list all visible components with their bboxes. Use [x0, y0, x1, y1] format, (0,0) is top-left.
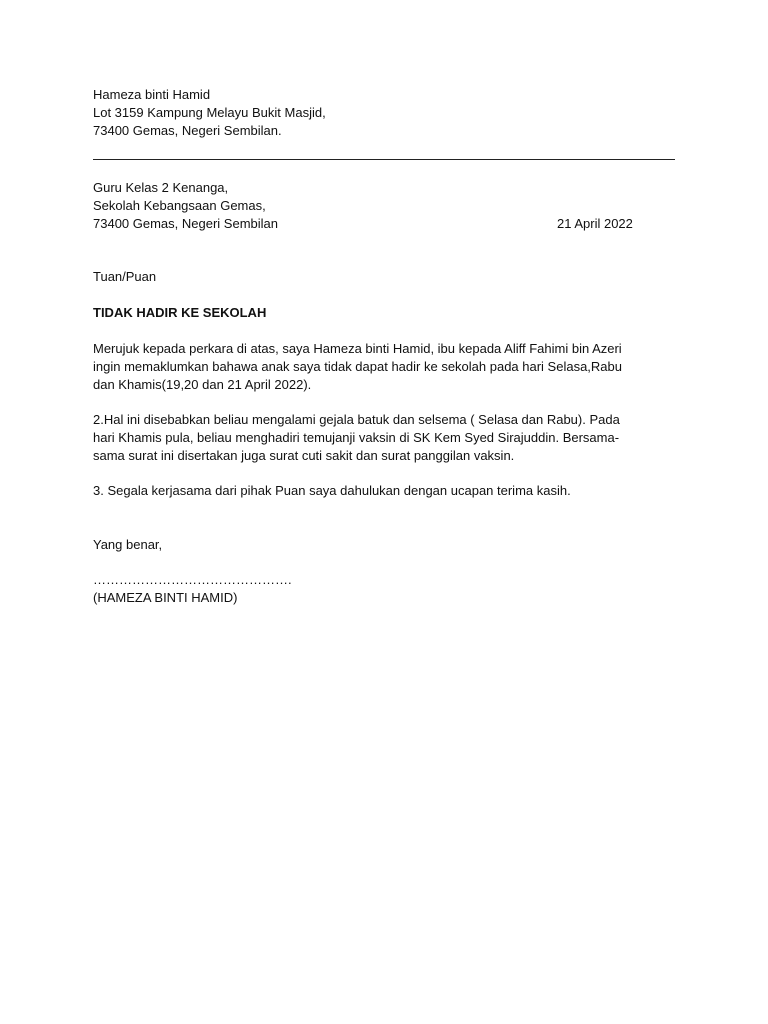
paragraph-2: [93, 411, 620, 465]
sender-address-line2: 73400 Gemas, Negeri Sembilan.: [93, 123, 282, 138]
letter-subject: TIDAK HADIR KE SEKOLAH: [93, 305, 267, 320]
recipient-line2: Sekolah Kebangsaan Gemas,: [93, 198, 266, 213]
paragraph-1-line1: Merujuk kepada perkara di atas, saya Hameza binti Hamid, ibu kepada Aliff Fahimi bin Azeri: [93, 341, 622, 356]
paragraph-2-line2: hari Khamis pula, beliau menghadiri temujanji vaksin di SK Kem Syed Sirajuddin. Bersama-: [93, 430, 620, 445]
signature-line: ……………………………………….: [93, 572, 292, 587]
letter-date: 21 April 2022: [557, 216, 633, 231]
sender-address: [93, 86, 326, 140]
paragraph-1: [93, 340, 622, 394]
divider-line: [93, 159, 675, 160]
paragraph-2-line1: 2.Hal ini disebabkan beliau mengalami gejala batuk dan selsema ( Selasa dan Rabu). Pada: [93, 412, 620, 427]
recipient-line3: 73400 Gemas, Negeri Sembilan: [93, 216, 278, 231]
salutation: Tuan/Puan: [93, 269, 157, 284]
closing: Yang benar,: [93, 537, 163, 552]
sender-address-line1: Lot 3159 Kampung Melayu Bukit Masjid,: [93, 105, 326, 120]
recipient-line1: Guru Kelas 2 Kenanga,: [93, 180, 229, 195]
signature-name: (HAMEZA BINTI HAMID): [93, 590, 238, 605]
paragraph-1-line2: ingin memaklumkan bahawa anak saya tidak dapat hadir ke sekolah pada hari Selasa,Rabu: [93, 359, 622, 374]
paragraph-1-line3: dan Khamis(19,20 dan 21 April 2022).: [93, 377, 312, 392]
paragraph-2-line3: sama surat ini disertakan juga surat cuti sakit dan surat panggilan vaksin.: [93, 448, 515, 463]
recipient-address: [93, 179, 278, 233]
paragraph-3: 3. Segala kerjasama dari pihak Puan saya dahulukan dengan ucapan terima kasih.: [93, 483, 571, 498]
sender-name: Hameza binti Hamid: [93, 87, 211, 102]
